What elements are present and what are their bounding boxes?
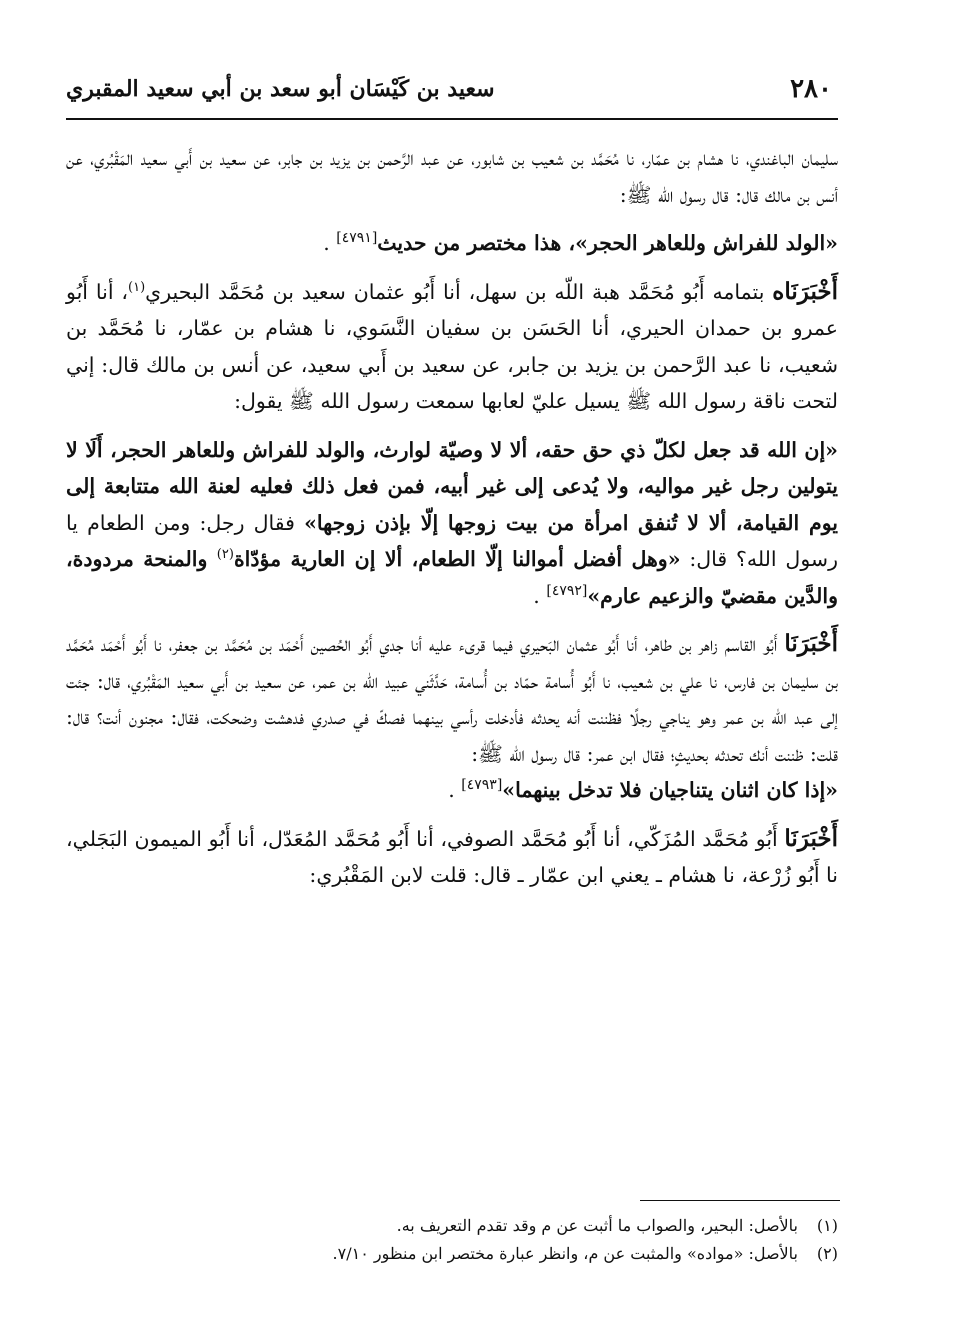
hadith-3-text: «إذا كان اثنان يتناجيان فلا تدخل بينهما» [502, 778, 838, 802]
paragraph-1 [66, 140, 838, 213]
spacer [66, 262, 838, 274]
paragraph-4-text: أَبُو مُحَمَّد المُزَكّي، أنا أَبُو مُحَمَّد الصوفي، أنا أَبُو مُحَمَّد المُعَدّل، أنا أَبُو الميمون البَجَلي، نا أَبُو زُرْعة، نا هشام ـ يعني ابن عمّار ـ قال: قلت لابن المَقْبُري: [66, 826, 838, 887]
spacer [66, 213, 838, 225]
hadith-2-text-c: «وهل أفضل أموالنا إلّا الطعام، ألا إن العارية مؤدّاة [233, 547, 681, 571]
hadith-3: «إذا كان اثنان يتناجيان فلا تدخل بينهما»[٤٧٩٣] . [448, 777, 838, 802]
page-header [66, 62, 836, 118]
footnote-number: (١) [816, 1216, 838, 1235]
hadith-1-text: «الولد للفراش وللعاهر الحجر»، هذا مختصر من حديث [377, 231, 838, 255]
paragraph-2-text-b: ، أنا أَبُو عمرو بن حمدان الحيري، أنا الحَسَن بن سفيان النَّسَوي، نا هشام بن عمّار، نا مُحَمَّد بن شعيب، نا عبد الرَّحمن بن يزيد بن جابر، عن سعيد بن أَبي سعيد، عن أنس بن مالك قال: إني لتحت ناقة رسول الله ﷺ يسيل عليّ لعابها سمعت رسول الله ﷺ يقول: [66, 279, 838, 413]
footnote-1 [250, 1212, 838, 1240]
hadith-1-ref: [٤٧٩١] [336, 230, 378, 247]
paragraph-4 [66, 821, 838, 894]
page-number: ٢٨٠ [790, 74, 832, 104]
akhbarana-lead: أَخْبَرَنَا [784, 630, 838, 657]
paragraph-2-text-a: بتمامه أَبُو مُحَمَّد هبة اللّه بن سهل، أنا أَبُو عثمان سعيد بن مُحَمَّد البحيري [145, 279, 773, 304]
main-text [66, 140, 838, 894]
hadith-2-text-d: والمنحة مردودة، والدَّين مقضيّ والزعيم عارم» [66, 547, 838, 608]
paragraph-3-text: أَبُو القاسم زاهر بن طاهر، أنا أَبُو عثمان البَحيري فيما قرىء عليه أنا جدي أَبُو الحُصين أَحْمَد بن مُحَمَّد بن جعفر، نا أَبُو أَحْمَد مُحَمَّد بن سليمان بن فارس، نا علي بن شعيب، نا أَبُو أُسامة حمّاد بن أُسامة، حَدَّثَني عبيد اللّه بن عمر، عن سعيد بن أَبي سعيد المَقْبُري، قال: جئت إلى عبد اللّه بن عمر وهو يناجي رجلًا فظننت أنه يحدثه فأدخلت رأسي بينهما فصكّ في صدري فدهشت وضحكت، فقال: مجنون أنت؟ قال: قلت: ظننت أنك تحدثه بحديثٍ؛ فقال ابن عمر: قال رسول الله ﷺ: [66, 632, 838, 766]
footnote-rule [640, 1200, 840, 1201]
footnote-number: (٢) [816, 1244, 838, 1263]
spacer [66, 614, 838, 626]
akhbarana-lead: أَخْبَرَنَا [784, 824, 838, 852]
paragraph-3 [66, 626, 838, 772]
running-title: سعيد بن كَيْسَان أبو سعد بن أبي سعيد المقبري [66, 76, 495, 102]
hadith-2-text-a: «إن الله قد جعل لكلّ ذي حق حقه، ألا لا وصيّة لوارث، والولد للفراش وللعاهر الحجر، أَلَا لا يتولين رجل غير مواليه، ولا يُدعى إلى غير أبيه، فمن فعل ذلك فعليه لعنة الله متتابعة إلى يوم القيامة، ألا لا تُنفق امرأة من بيت زوجها إلّا بإذن زوجها» [66, 437, 839, 535]
footnote-marker-1: (١) [128, 279, 146, 295]
hadith-2: «إن الله قد جعل لكلّ ذي حق حقه، ألا لا وصيّة لوارث، والولد للفراش وللعاهر الحجر، أَلَا لا يتولين رجل غير مواليه، ولا يُدعى إلى غير أبيه، فمن فعل ذلك فعليه لعنة الله متتابعة إلى يوم القيامة، ألا لا تُنفق امرأة من بيت زوجها إلّا بإذن زوجها» فقال رجل: ومن الطعام يا رسول الله؟ قال: «وهل أفضل أموالنا إلّا الطعام، ألا إن العارية مؤدّاة$^{(٢)}$ والمنحة مردودة، والدَّين مقضيّ والزعيم عارم»[٤٧٩٢] . [66, 437, 839, 608]
spacer [66, 809, 838, 821]
footnote-text: بالأصل: البحير، والصواب ما أثبت عن م وقد تقدم التعريف به. [396, 1216, 798, 1235]
hadith-1: «الولد للفراش وللعاهر الحجر»، هذا مختصر من حديث[٤٧٩١] . [323, 230, 838, 255]
footnote-marker-2: (٢) [216, 547, 234, 563]
footnotes [250, 1212, 838, 1268]
spacer [66, 420, 838, 432]
hadith-2-ref: [٤٧٩٢] [546, 582, 588, 599]
header-rule [66, 118, 838, 120]
paragraph-2 [66, 274, 838, 420]
footnote-2 [250, 1240, 838, 1268]
akhbarana-lead: أَخْبَرَنَاه [772, 277, 838, 305]
hadith-3-ref: [٤٧٩٣] [461, 777, 503, 794]
hadith-2-text-b: فقال رجل: ومن الطعام يا رسول الله؟ قال: [66, 510, 838, 571]
footnote-text: بالأصل: «مواده» والمثبت عن م، وانظر عبارة مختصر ابن منظور ٧/١٠. [332, 1244, 798, 1263]
paragraph-1-text: سليمان الباغندي، نا هشام بن عمّار، نا مُحَمَّد بن شعيب بن شابور، عن عبد الرَّحمن بن يزيد بن جابر، عن سعيد بن أَبي سعيد المَقْبُري، عن أنس بن مالك قال: قال رسول الله ﷺ: [66, 146, 838, 207]
